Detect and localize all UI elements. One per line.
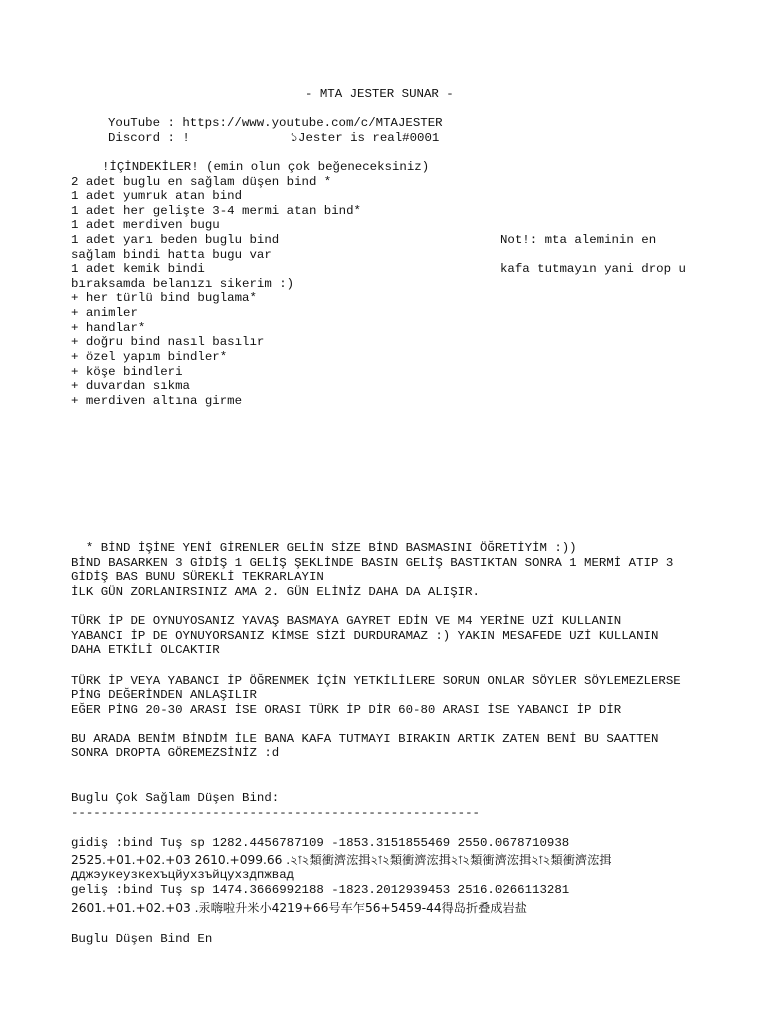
side-note-line-1: Not!: mta aleminin en	[500, 233, 657, 247]
divider: -------------------------------------------------------	[71, 806, 480, 820]
contents-item: + her türlü bind buglama*	[71, 291, 257, 305]
contents-line: bıraksamda belanızı sikerim :)	[71, 277, 295, 291]
discord-label: Discord : !	[108, 131, 190, 145]
guide-line: EĞER PİNG 20-30 ARASI İSE ORASI TÜRK İP DİR 60-80 ARASI İSE YABANCI İP DİR	[71, 703, 622, 717]
discord-user: ১Jester is real#0001	[290, 131, 440, 145]
guide-line: SONRA DROPTA GÖREMEZSİNİZ :d	[71, 746, 280, 760]
guide-line: GİDİŞ BAS BUNU SÜREKLİ TEKRARLAYIN	[71, 570, 324, 584]
contents-item: + doğru bind nasıl basılır	[71, 335, 265, 349]
youtube-line: YouTube : https://www.youtube.com/c/MTAJESTER	[108, 116, 443, 130]
side-note-line-2: kafa tutmayın yani drop u	[500, 262, 686, 276]
contents-line: 1 adet yumruk atan bind	[71, 189, 243, 203]
guide-line: BU ARADA BENİM BİNDİM İLE BANA KAFA TUTMAYI BIRAKIN ARTIK ZATEN BENİ BU SAATTEN	[71, 732, 659, 746]
bind-line: дджэукеузкехъцйухзъйцухздпжвад	[71, 868, 295, 882]
contents-line: 1 adet yarı beden buglu bind	[71, 233, 280, 247]
contents-item: + özel yapım bindler*	[71, 350, 228, 364]
guide-line: İLK GÜN ZORLANIRSINIZ AMA 2. GÜN ELİNİZ DAHA DA ALIŞIR.	[71, 585, 480, 599]
contents-line: 2 adet buglu en sağlam düşen bind *	[71, 175, 332, 189]
contents-item: + merdiven altına girme	[71, 394, 243, 408]
contents-line: 1 adet kemik bindi	[71, 262, 205, 276]
contents-item: + animler	[71, 306, 138, 320]
contents-heading: !İÇİNDEKİLER! (emin olun çok beğeneceksiniz)	[102, 160, 430, 174]
contents-line: sağlam bindi hatta bugu var	[71, 248, 272, 262]
bind-line: geliş :bind Tuş sp 1474.3666992188 -1823.2012939453 2516.0266113281	[71, 883, 570, 897]
guide-line: BİND BASARKEN 3 GİDİŞ 1 GELİŞ ŞEKLİNDE BASIN GELİŞ BASTIKTAN SONRA 1 MERMİ ATIP 3	[71, 556, 674, 570]
contents-line: 1 adet merdiven bugu	[71, 218, 220, 232]
guide-line: TÜRK İP VEYA YABANCI İP ÖĞRENMEK İÇİN YETKİLİLERE SORUN ONLAR SÖYLER SÖYLEMEZLERSE	[71, 674, 681, 688]
bind-line: gidiş :bind Tuş sp 1282.4456787109 -1853.3151855469 2550.0678710938	[71, 836, 570, 850]
guide-line: DAHA ETKİLİ OLCAKTIR	[71, 643, 220, 657]
contents-item: + handlar*	[71, 321, 146, 335]
guide-line: * BİND İŞİNE YENİ GİRENLER GELİN SİZE BİND BASMASINI ÖĞRETİYİM :))	[71, 541, 577, 555]
bind-section-title: Buglu Çok Sağlam Düşen Bind:	[71, 791, 280, 805]
guide-line: TÜRK İP DE OYNUYOSANIZ YAVAŞ BASMAYA GAYRET EDİN VE M4 YERİNE UZİ KULLANIN	[71, 614, 622, 628]
contents-item: + duvardan sıkma	[71, 379, 190, 393]
document-title: - MTA JESTER SUNAR -	[305, 87, 454, 101]
contents-item: + köşe bindleri	[71, 365, 183, 379]
next-section-title: Buglu Düşen Bind En	[71, 932, 213, 946]
guide-line: PİNG DEĞERİNDEN ANLAŞILIR	[71, 688, 257, 702]
guide-line: YABANCI İP DE OYNUYORSANIZ KİMSE SİZİ DURDURAMAZ :) YAKIN MESAFEDE UZİ KULLANIN	[71, 629, 659, 643]
bind-line: 2525.+01.+02.+03 2610.+099.66 .২া২類衝濟浤揖২া২類衝濟浤揖২া২類衝濟浤揖২া২類衝濟浤揖	[71, 853, 612, 867]
bind-line: 2601.+01.+02.+03 .汞嗨啦升米小4219+66号车乍56+5459-44得岛折叠成岩盐	[71, 901, 527, 915]
contents-line: 1 adet her gelişte 3-4 mermi atan bind*	[71, 204, 361, 218]
